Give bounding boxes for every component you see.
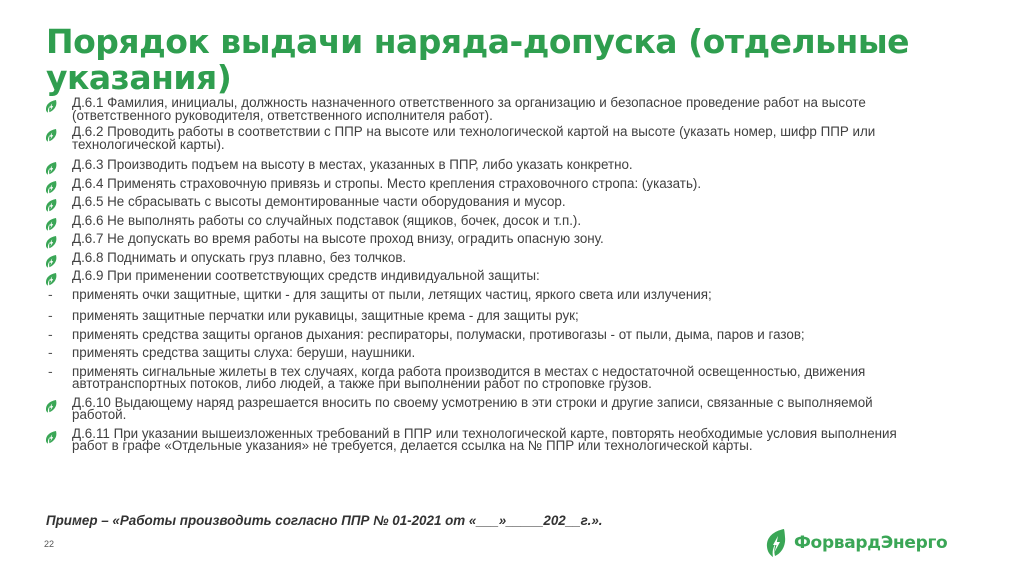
list-item-text: применять очки защитные, щитки - для защиты от пыли, летящих частиц, яркого света или излучения; bbox=[72, 286, 712, 302]
list-item bbox=[44, 325, 924, 342]
leaf-bullet-icon bbox=[44, 128, 58, 142]
requirements-list bbox=[44, 97, 924, 459]
leaf-bullet-icon bbox=[44, 217, 58, 231]
list-item-text: Д.6.6 Не выполнять работы со случайных подставок (ящиков, бочек, досок и т.п.). bbox=[72, 212, 582, 228]
list-item bbox=[44, 175, 924, 191]
list-item bbox=[44, 126, 924, 151]
leaf-bullet-icon bbox=[44, 198, 58, 212]
leaf-bullet-icon bbox=[44, 235, 58, 249]
list-item bbox=[44, 425, 924, 453]
list-item-text: применять средства защиты слуха: беруши, наушники. bbox=[72, 345, 416, 360]
list-item bbox=[44, 233, 924, 246]
leaf-bullet-icon bbox=[44, 399, 58, 413]
list-item-text: Д.6.11 При указании вышеизложенных требований в ППР или технологической карте, повторять необходимые условия выполнения работ в графе «Отдельные указания» не требуется, делается ссылка на № ППР или технологической карты. bbox=[72, 425, 897, 453]
leaf-bullet-icon bbox=[44, 254, 58, 268]
list-item bbox=[44, 196, 924, 209]
slide-title: Порядок выдачи наряда-допуска (отдельные указания) bbox=[46, 22, 910, 97]
list-item bbox=[44, 249, 924, 265]
list-item-text: применять средства защиты органов дыхания: респираторы, полумаски, противогазы - от пыли, дыма, паров и газов; bbox=[72, 326, 805, 342]
page-number: 22 bbox=[44, 539, 55, 549]
leaf-bullet-icon bbox=[44, 180, 58, 194]
list-item-text: Д.6.3 Производить подъем на высоту в местах, указанных в ППР, либо указать конкретно. bbox=[72, 157, 633, 172]
dash-bullet: - bbox=[48, 344, 53, 360]
company-logo bbox=[764, 528, 947, 558]
list-item-text: Д.6.5 Не сбрасывать с высоты демонтированные части оборудования и мусор. bbox=[72, 194, 566, 209]
list-item-text: Д.6.2 Проводить работы в соответствии с ППР на высоте или технологической картой на высоте (указать номер, шифр ППР или технологической карты). bbox=[72, 124, 876, 152]
leaf-bullet-icon bbox=[44, 430, 58, 444]
list-item bbox=[44, 212, 924, 228]
list-item bbox=[44, 394, 924, 422]
list-item-text: Д.6.10 Выдающему наряд разрешается вносить по своему усмотрению в эти строки и другие записи, связанные с выполняемой работой. bbox=[72, 394, 873, 422]
list-item bbox=[44, 97, 924, 122]
leaf-bullet-icon bbox=[44, 161, 58, 175]
dash-bullet: - bbox=[48, 307, 53, 323]
list-item bbox=[44, 270, 924, 283]
list-item bbox=[44, 285, 924, 302]
list-item-text: Д.6.4 Применять страховочную привязь и стропы. Место крепления страховочного стропа: (указать). bbox=[72, 175, 702, 191]
list-item-text: Д.6.8 Поднимать и опускать груз плавно, без толчков. bbox=[72, 249, 407, 265]
list-item bbox=[44, 362, 924, 391]
list-item-text: применять сигнальные жилеты в тех случаях, когда работа производится в местах с недостаточной освещенностью, движения автотранспортных потоков, либо людей, а также при выполнении работ по строповке грузов. bbox=[72, 363, 866, 391]
dash-bullet: - bbox=[48, 362, 53, 379]
leaf-bullet-icon bbox=[44, 99, 58, 113]
dash-bullet: - bbox=[48, 325, 53, 342]
list-item bbox=[44, 344, 924, 360]
dash-bullet: - bbox=[48, 285, 53, 302]
company-name: ФорвардЭнерго bbox=[794, 533, 948, 553]
list-item-text: применять защитные перчатки или рукавицы, защитные крема - для защиты рук; bbox=[72, 308, 579, 323]
list-item bbox=[44, 159, 924, 172]
list-item-text: Д.6.7 Не допускать во время работы на высоте проход внизу, оградить опасную зону. bbox=[72, 231, 604, 246]
list-item bbox=[44, 307, 924, 323]
example-text: Пример – «Работы производить согласно ППР № 01-2021 от «___»_____202__г.». bbox=[46, 513, 603, 528]
list-item-text: Д.6.9 При применении соответствующих средств индивидуальной защиты: bbox=[72, 268, 540, 283]
list-item-text: Д.6.1 Фамилия, инициалы, должность назначенного ответственного за организацию и безопасное проведение работ на высоте (ответственного руководителя, ответственного исполнителя работ). bbox=[72, 95, 866, 123]
leaf-bolt-icon bbox=[764, 528, 788, 558]
leaf-bullet-icon bbox=[44, 272, 58, 286]
